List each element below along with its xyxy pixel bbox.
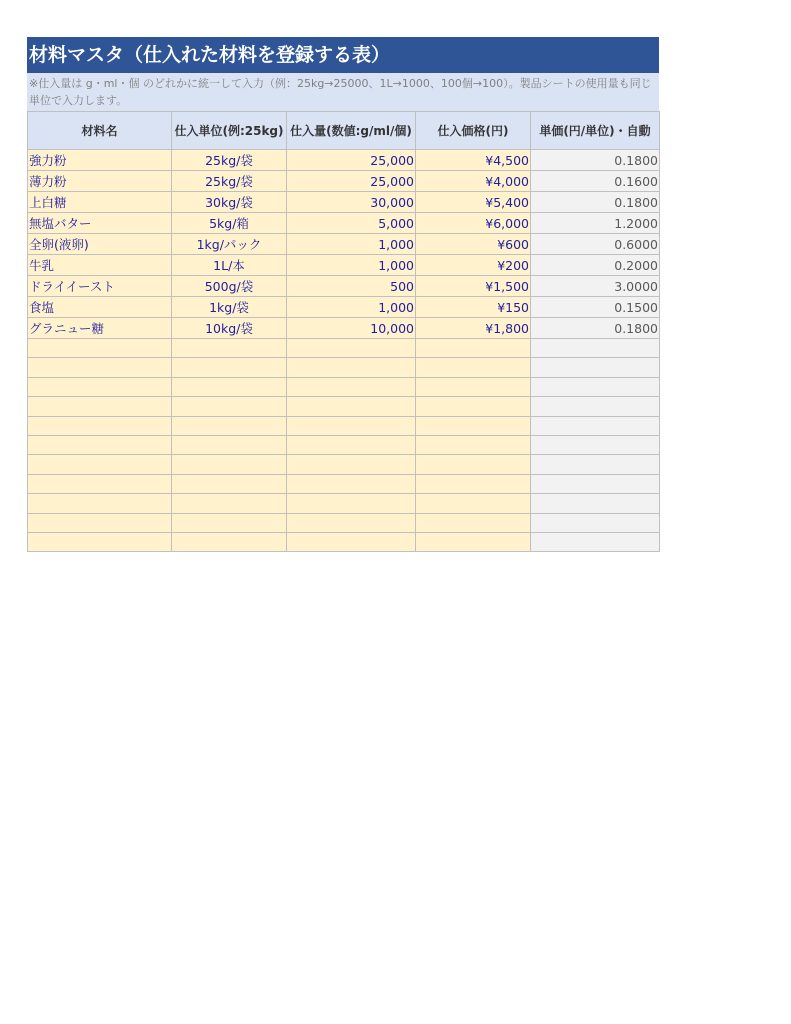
empty-row <box>28 455 660 474</box>
empty-cell-material-name[interactable] <box>28 416 172 435</box>
cell-purchase-price[interactable]: ¥6,000 <box>416 213 531 234</box>
cell-purchase-price[interactable]: ¥5,400 <box>416 192 531 213</box>
header-purchase-unit[interactable]: 仕入単位(例:25kg) <box>172 112 287 150</box>
empty-cell-purchase-unit[interactable] <box>172 397 287 416</box>
cell-purchase-price[interactable]: ¥1,500 <box>416 276 531 297</box>
empty-cell-unit-price[interactable] <box>531 339 660 358</box>
cell-unit-price[interactable]: 0.6000 <box>531 234 660 255</box>
empty-cell-purchase-qty[interactable] <box>287 397 416 416</box>
empty-row <box>28 474 660 493</box>
cell-unit-price[interactable]: 0.1800 <box>531 318 660 339</box>
empty-cell-purchase-price[interactable] <box>416 435 531 454</box>
cell-unit-price[interactable]: 1.2000 <box>531 213 660 234</box>
empty-cell-purchase-price[interactable] <box>416 397 531 416</box>
empty-cell-purchase-price[interactable] <box>416 513 531 532</box>
header-purchase-price[interactable]: 仕入価格(円) <box>416 112 531 150</box>
cell-material-name[interactable]: 薄力粉 <box>28 171 172 192</box>
empty-cell-purchase-unit[interactable] <box>172 358 287 377</box>
empty-cell-purchase-price[interactable] <box>416 358 531 377</box>
empty-cell-purchase-unit[interactable] <box>172 435 287 454</box>
cell-purchase-price[interactable]: ¥150 <box>416 297 531 318</box>
table-row <box>28 255 660 276</box>
cell-unit-price[interactable]: 0.1800 <box>531 150 660 171</box>
cell-purchase-price[interactable]: ¥600 <box>416 234 531 255</box>
empty-cell-unit-price[interactable] <box>531 474 660 493</box>
empty-cell-purchase-qty[interactable] <box>287 358 416 377</box>
empty-row <box>28 494 660 513</box>
empty-cell-purchase-price[interactable] <box>416 494 531 513</box>
cell-purchase-price[interactable]: ¥4,000 <box>416 171 531 192</box>
cell-purchase-qty[interactable]: 1,000 <box>287 297 416 318</box>
empty-cell-material-name[interactable] <box>28 377 172 396</box>
empty-cell-purchase-price[interactable] <box>416 339 531 358</box>
cell-purchase-unit[interactable]: 10kg/袋 <box>172 318 287 339</box>
table-row <box>28 171 660 192</box>
empty-cell-purchase-price[interactable] <box>416 532 531 551</box>
input-note: ※仕入量は g・ml・個 のどれかに統一して入力（例：25kg→25000、1L→1000、100個→100）。製品シートの使用量も同じ単位で入力します。 <box>27 73 659 111</box>
cell-purchase-unit[interactable]: 1L/本 <box>172 255 287 276</box>
empty-row <box>28 358 660 377</box>
empty-row <box>28 532 660 551</box>
cell-material-name[interactable]: 食塩 <box>28 297 172 318</box>
empty-row <box>28 339 660 358</box>
header-row <box>28 112 660 150</box>
cell-unit-price[interactable]: 0.1500 <box>531 297 660 318</box>
empty-cell-purchase-qty[interactable] <box>287 513 416 532</box>
cell-unit-price[interactable]: 0.1800 <box>531 192 660 213</box>
empty-row <box>28 377 660 396</box>
empty-cell-purchase-qty[interactable] <box>287 377 416 396</box>
cell-purchase-qty[interactable]: 30,000 <box>287 192 416 213</box>
empty-cell-unit-price[interactable] <box>531 513 660 532</box>
empty-cell-purchase-unit[interactable] <box>172 513 287 532</box>
empty-cell-unit-price[interactable] <box>531 532 660 551</box>
cell-purchase-unit[interactable]: 25kg/袋 <box>172 171 287 192</box>
empty-cell-unit-price[interactable] <box>531 377 660 396</box>
cell-material-name[interactable]: 全卵(液卵) <box>28 234 172 255</box>
empty-cell-purchase-unit[interactable] <box>172 455 287 474</box>
cell-purchase-price[interactable]: ¥4,500 <box>416 150 531 171</box>
cell-unit-price[interactable]: 3.0000 <box>531 276 660 297</box>
empty-cell-purchase-unit[interactable] <box>172 474 287 493</box>
empty-cell-material-name[interactable] <box>28 435 172 454</box>
cell-material-name[interactable]: 上白糖 <box>28 192 172 213</box>
table-row <box>28 318 660 339</box>
cell-material-name[interactable]: ドライイースト <box>28 276 172 297</box>
table-row <box>28 297 660 318</box>
cell-purchase-unit[interactable]: 5kg/箱 <box>172 213 287 234</box>
empty-cell-purchase-price[interactable] <box>416 455 531 474</box>
cell-unit-price[interactable]: 0.1600 <box>531 171 660 192</box>
cell-purchase-unit[interactable]: 1kg/袋 <box>172 297 287 318</box>
empty-cell-unit-price[interactable] <box>531 416 660 435</box>
spreadsheet <box>27 37 659 552</box>
empty-cell-purchase-unit[interactable] <box>172 416 287 435</box>
empty-cell-material-name[interactable] <box>28 494 172 513</box>
cell-purchase-qty[interactable]: 10,000 <box>287 318 416 339</box>
table-row <box>28 234 660 255</box>
sheet-title: 材料マスタ（仕入れた材料を登録する表） <box>27 37 659 73</box>
table-row <box>28 150 660 171</box>
cell-unit-price[interactable]: 0.2000 <box>531 255 660 276</box>
empty-cell-purchase-unit[interactable] <box>172 377 287 396</box>
cell-material-name[interactable]: 牛乳 <box>28 255 172 276</box>
empty-cell-unit-price[interactable] <box>531 358 660 377</box>
cell-purchase-qty[interactable]: 500 <box>287 276 416 297</box>
empty-cell-purchase-price[interactable] <box>416 416 531 435</box>
cell-material-name[interactable]: 強力粉 <box>28 150 172 171</box>
cell-purchase-qty[interactable]: 25,000 <box>287 171 416 192</box>
cell-purchase-qty[interactable]: 1,000 <box>287 234 416 255</box>
empty-row <box>28 416 660 435</box>
empty-cell-unit-price[interactable] <box>531 397 660 416</box>
table-row <box>28 192 660 213</box>
empty-row <box>28 435 660 454</box>
empty-cell-purchase-unit[interactable] <box>172 339 287 358</box>
empty-cell-purchase-qty[interactable] <box>287 435 416 454</box>
header-material-name[interactable]: 材料名 <box>28 112 172 150</box>
cell-material-name[interactable]: 無塩バター <box>28 213 172 234</box>
table-body <box>28 150 660 552</box>
empty-cell-material-name[interactable] <box>28 474 172 493</box>
empty-cell-purchase-price[interactable] <box>416 474 531 493</box>
cell-purchase-unit[interactable]: 30kg/袋 <box>172 192 287 213</box>
cell-purchase-price[interactable]: ¥1,800 <box>416 318 531 339</box>
empty-cell-purchase-qty[interactable] <box>287 474 416 493</box>
header-purchase-qty[interactable]: 仕入量(数値:g/ml/個) <box>287 112 416 150</box>
empty-cell-purchase-qty[interactable] <box>287 455 416 474</box>
cell-purchase-unit[interactable]: 1kg/パック <box>172 234 287 255</box>
empty-cell-material-name[interactable] <box>28 455 172 474</box>
empty-cell-unit-price[interactable] <box>531 494 660 513</box>
empty-cell-purchase-qty[interactable] <box>287 339 416 358</box>
empty-cell-unit-price[interactable] <box>531 435 660 454</box>
table-row <box>28 213 660 234</box>
empty-cell-purchase-qty[interactable] <box>287 532 416 551</box>
empty-cell-purchase-price[interactable] <box>416 377 531 396</box>
cell-purchase-unit[interactable]: 25kg/袋 <box>172 150 287 171</box>
cell-purchase-qty[interactable]: 25,000 <box>287 150 416 171</box>
empty-cell-purchase-unit[interactable] <box>172 532 287 551</box>
cell-material-name[interactable]: グラニュー糖 <box>28 318 172 339</box>
empty-cell-material-name[interactable] <box>28 339 172 358</box>
cell-purchase-unit[interactable]: 500g/袋 <box>172 276 287 297</box>
empty-row <box>28 397 660 416</box>
empty-row <box>28 513 660 532</box>
empty-cell-unit-price[interactable] <box>531 455 660 474</box>
empty-cell-material-name[interactable] <box>28 358 172 377</box>
cell-purchase-price[interactable]: ¥200 <box>416 255 531 276</box>
cell-purchase-qty[interactable]: 1,000 <box>287 255 416 276</box>
material-table <box>27 111 660 552</box>
empty-cell-purchase-unit[interactable] <box>172 494 287 513</box>
cell-purchase-qty[interactable]: 5,000 <box>287 213 416 234</box>
empty-cell-material-name[interactable] <box>28 513 172 532</box>
empty-cell-material-name[interactable] <box>28 397 172 416</box>
header-unit-price[interactable]: 単価(円/単位)・自動 <box>531 112 660 150</box>
table-row <box>28 276 660 297</box>
empty-cell-purchase-qty[interactable] <box>287 416 416 435</box>
empty-cell-material-name[interactable] <box>28 532 172 551</box>
empty-cell-purchase-qty[interactable] <box>287 494 416 513</box>
